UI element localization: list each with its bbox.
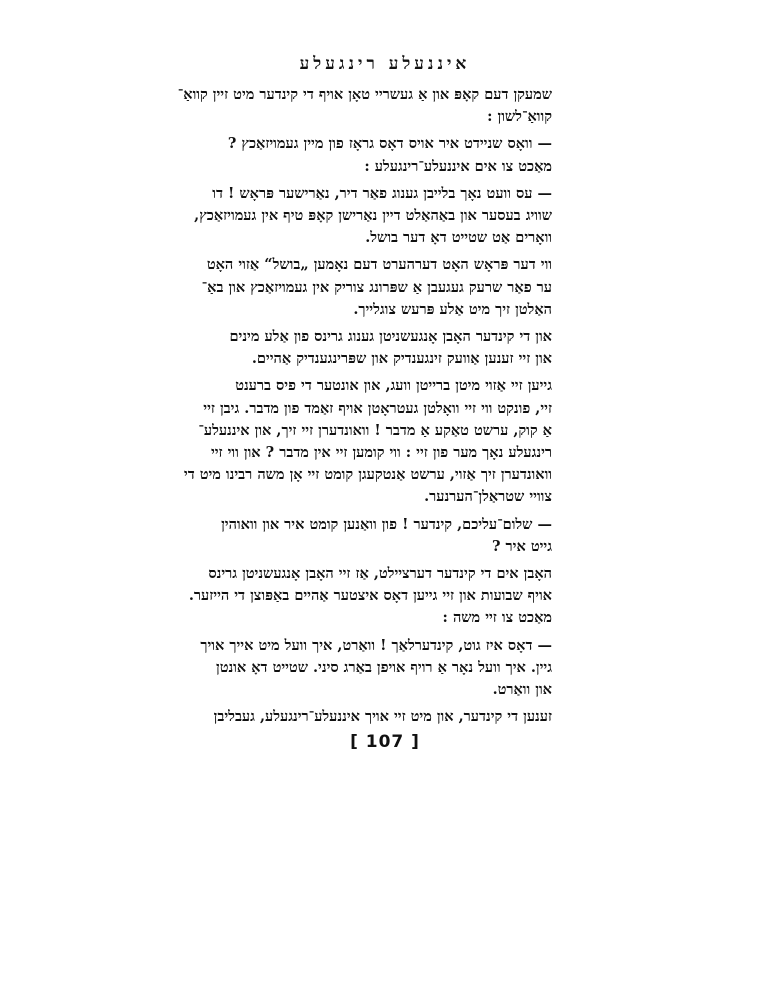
- text-line: שוויג בעסער און באַהאַלט דיין נאַרישן קאָפּ טיף אין געמויזאַכץ,: [194, 207, 552, 225]
- text-line: — וואָס שניידט איר אויס דאָס גראָז פון מיין געמויזאַכץ ?: [227, 135, 552, 153]
- paragraph: [194, 183, 552, 250]
- text-line: צוויי שטראַלן־הערנער.: [424, 488, 552, 506]
- text-line: וואונדערן זיך אַזוי, ערשט אַנטקעגן קומט זיי אָן משה רבינו מיט די: [183, 466, 552, 484]
- text-line: קוואַ־לשון :: [487, 108, 552, 126]
- paragraph: [177, 84, 552, 128]
- text-line: אויף שבועות און זיי גייען דאָס איצטער אַהיים באַפּוצן די הייזער.: [188, 587, 552, 605]
- text-line: גייט איר ?: [492, 537, 552, 555]
- text-line: אַ קוק, ערשט טאַקע אַ מדבר ! וואונדערן זיי זיך, און איננעלע־: [198, 421, 552, 439]
- paragraph: [229, 326, 552, 370]
- text-line: גייען זיי אַזוי מיטן ברייטן וועג, און אונטער די פיס ברענט: [235, 377, 552, 395]
- paragraph: [213, 706, 552, 728]
- text-line: ער פאַר שרעק געגעבן אַ שפּרונג צוריק אין געמויזאַכץ און באַ־: [201, 278, 552, 296]
- text-line: זענען די קינדער, און מיט זיי אויך איננעלע־רינגעלע, געבליבן: [213, 708, 552, 726]
- text-line: שמעקן דעם קאָפּ און אַ געשריי טאָן אויף די קינדער מיט זיין קוואַ־: [177, 86, 552, 103]
- text-line: גיין. איך וועל נאָר אַ רויף אויפן באַרג סיני. שטייט דאָ אונטן: [216, 658, 552, 676]
- text-line: מאַכט צו זיי משה :: [442, 609, 552, 627]
- paragraph: [227, 133, 552, 177]
- page-number: [ 107 ]: [350, 732, 420, 752]
- running-head: איננעלע רינגעלע: [299, 54, 471, 74]
- text-line: וואָרים אַט שטייט דאָ דער בושל.: [365, 229, 552, 247]
- paragraph: [200, 635, 552, 702]
- paragraph: [201, 254, 552, 321]
- text-line: — שלום־עליכם, קינדער ! פון וואַנען קומט איר און וואוהין: [221, 515, 552, 533]
- paragraph: [183, 375, 552, 508]
- text-line: רינגעלע נאָך מער פון זיי : ווי קומען זיי אין מדבר ? און ווי זיי: [210, 444, 552, 462]
- text-line: זיי, פונקט ווי זיי וואָלטן געטראָטן אויף זאַמד פון מדבר. גיבן זיי: [203, 399, 552, 417]
- text-line: האָבן אים די קינדער דערציילט, אַז זיי האָבן אָנגעשניטן גרינס: [208, 565, 552, 583]
- paragraph: [188, 563, 552, 630]
- text-line: ווי דער פּראָש האָט דערהערט דעם נאָמען „בושל“ אַזוי האָט: [206, 256, 552, 274]
- text-line: — דאָס איז גוט, קינדערלאַך ! וואַרט, איך וועל מיט אייך אויך: [200, 636, 552, 654]
- paragraph: [221, 514, 552, 558]
- text-line: האַלטן זיך מיט אַלע פּרעש צוגלייך.: [353, 300, 552, 318]
- body-text: [177, 84, 552, 733]
- text-line: מאַכט צו אים איננעלע־רינגעלע :: [364, 157, 552, 175]
- text-line: און זיי זענען אַוועק זינגענדיק און שפּרינגענדיק אַהיים.: [251, 350, 552, 368]
- text-line: און וואַרט.: [492, 681, 552, 699]
- text-line: און די קינדער האָבן אָנגעשניטן גענוג גרינס פון אַלע מינים: [229, 328, 552, 346]
- text-line: — עס וועט נאָך בלייבן גענוג פאַר דיר, נאַרישער פּראָש ! דו: [212, 184, 552, 202]
